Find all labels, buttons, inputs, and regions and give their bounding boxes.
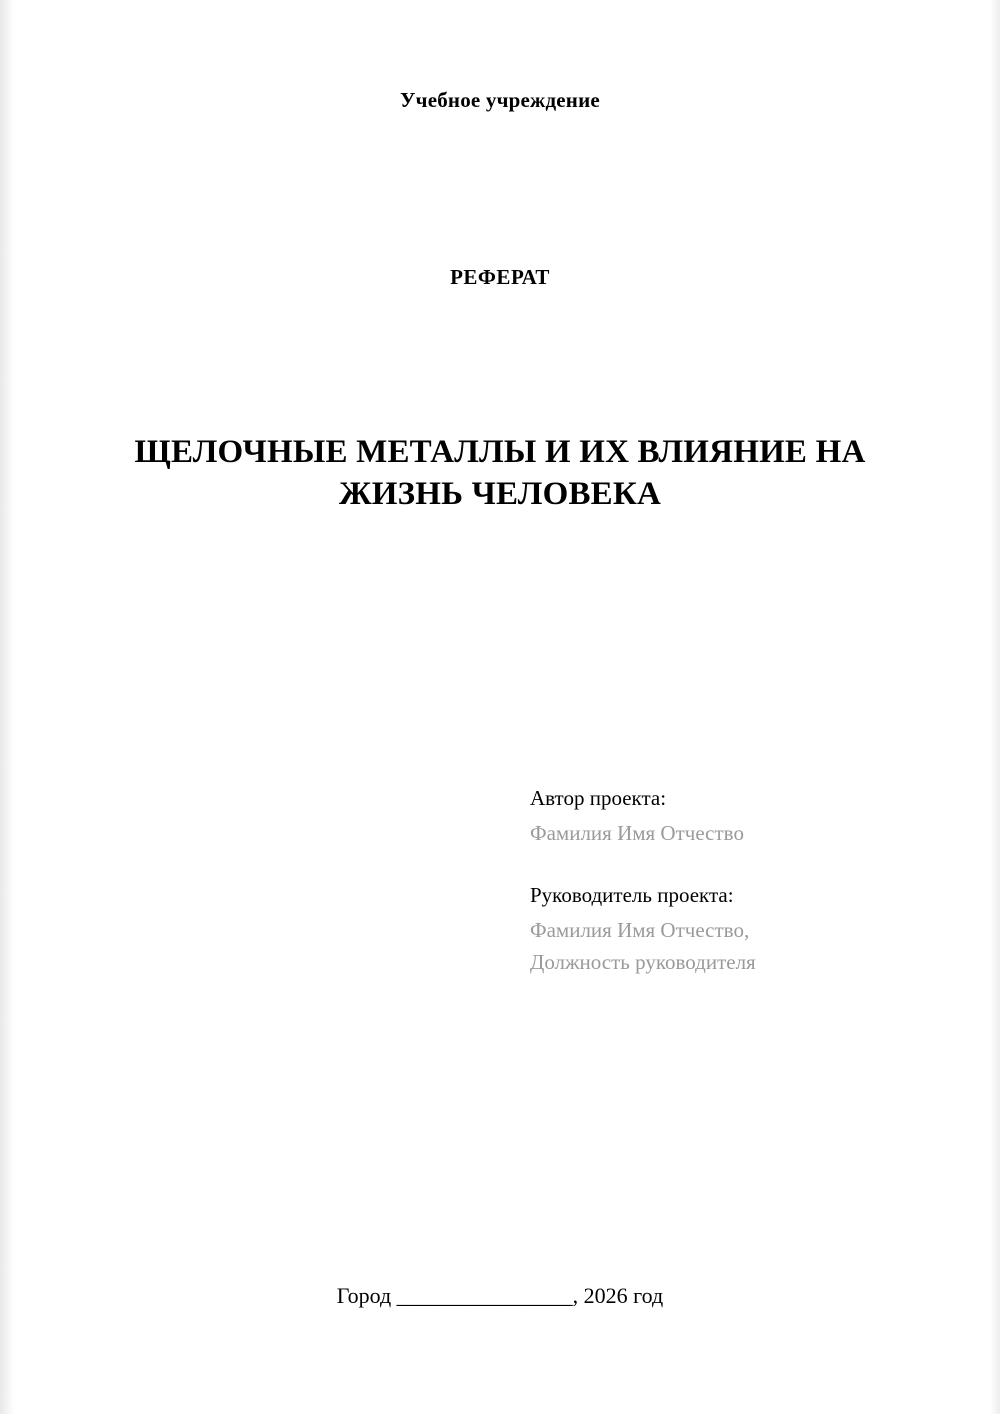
supervisor-value-line-1: Фамилия Имя Отчество, — [530, 917, 750, 942]
author-label: Автор проекта: — [530, 786, 667, 810]
author-value: Фамилия Имя Отчество — [530, 820, 744, 845]
author-block — [530, 782, 930, 849]
supervisor-value-line-2: Должность руководителя — [530, 950, 756, 975]
credits-block — [530, 782, 930, 979]
supervisor-label: Руководитель проекта: — [530, 883, 734, 908]
city-and-year: Город ________________, 2026 год — [336, 1283, 664, 1308]
supervisor-block — [530, 879, 930, 979]
institution-name: Учебное учреждение — [400, 88, 600, 112]
page-title: ЩЕЛОЧНЫЕ МЕТАЛЛЫ И ИХ ВЛИЯНИЕ НА ЖИЗНЬ ЧЕЛОВЕКА — [134, 434, 866, 512]
document-type: РЕФЕРАТ — [450, 265, 550, 289]
